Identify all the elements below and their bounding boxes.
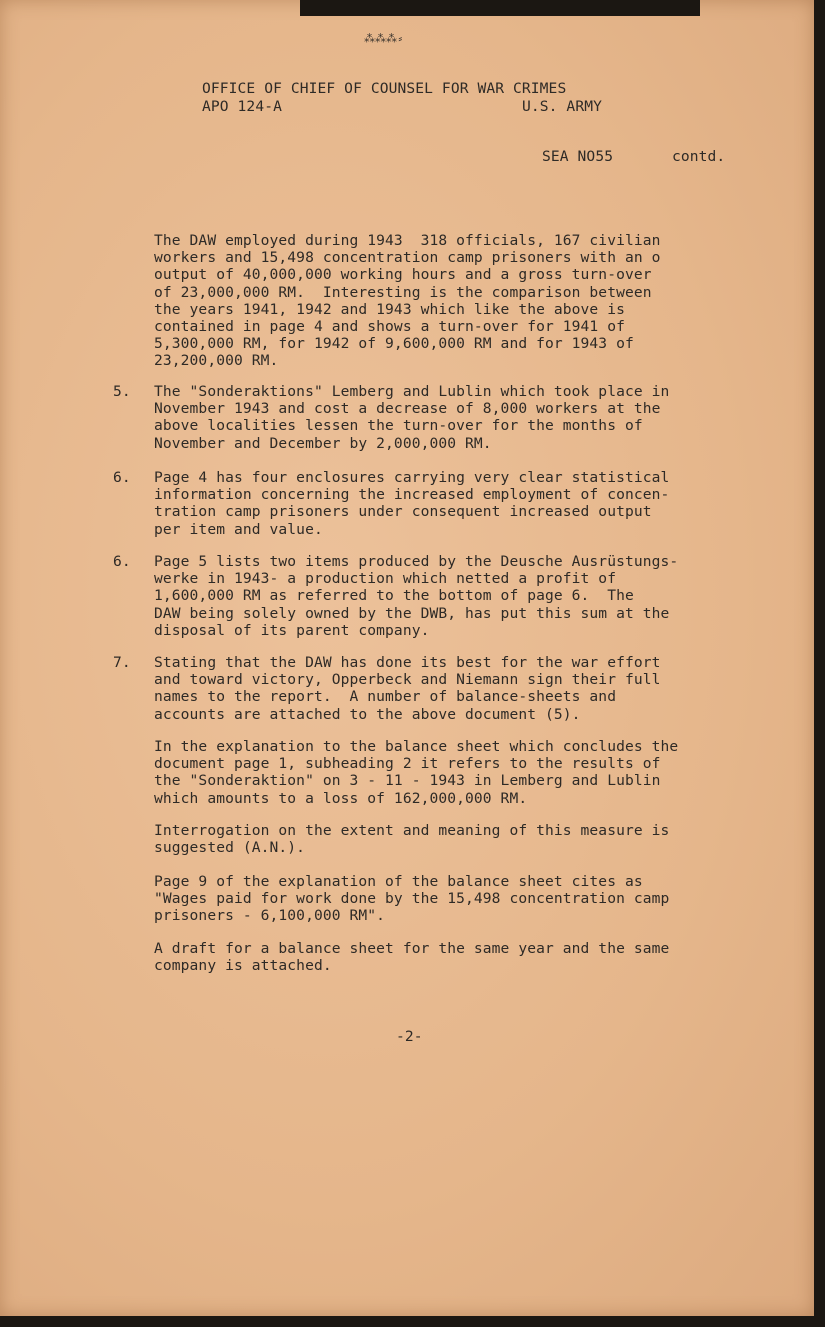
text-line: and toward victory, Opperbeck and Niemann sign their full <box>154 671 661 689</box>
text-line: accounts are attached to the above document (5). <box>154 705 581 723</box>
item-number: 7. <box>113 654 131 671</box>
text-line: output of 40,000,000 working hours and a gross turn-over <box>154 266 652 284</box>
text-line: werke in 1943- a production which netted a profit of <box>154 570 617 588</box>
text-line: The "Sonderaktions" Lemberg and Lublin which took place in <box>154 383 670 400</box>
text-line: information concerning the increased employment of concen- <box>154 486 670 504</box>
text-line: 23,200,000 RM. <box>154 352 279 370</box>
interrogation-paragraph <box>154 822 754 856</box>
text-line: prisoners - 6,100,000 RM". <box>154 907 386 925</box>
draft-paragraph <box>154 940 754 974</box>
stamp-mark: ⁂⁂⁂⸗ <box>364 32 404 45</box>
text-line: Page 5 lists two items produced by the Deusche Ausrüstungs- <box>154 553 679 570</box>
text-line: "Wages paid for work done by the 15,498 concentration camp <box>154 890 670 908</box>
item-paragraph <box>154 654 754 723</box>
page-tab-edge <box>300 0 700 16</box>
page-number: -2- <box>396 1028 423 1045</box>
explanation-paragraph <box>154 738 754 807</box>
text-line: 5,300,000 RM, for 1942 of 9,600,000 RM and for 1943 of <box>154 335 634 353</box>
text-line: which amounts to a loss of 162,000,000 RM. <box>154 789 528 807</box>
item-number: 6. <box>113 553 131 570</box>
item-paragraph <box>154 469 754 538</box>
text-line: Page 4 has four enclosures carrying very clear statistical <box>154 469 670 486</box>
text-line: company is attached. <box>154 957 332 975</box>
text-line: 1,600,000 RM as referred to the bottom of page 6. The <box>154 587 634 605</box>
text-line: November 1943 and cost a decrease of 8,000 workers at the <box>154 400 661 418</box>
text-line: A draft for a balance sheet for the same year and the same <box>154 940 670 957</box>
continued-label: contd. <box>672 148 726 165</box>
item-number: 6. <box>113 469 131 486</box>
text-line: per item and value. <box>154 520 323 538</box>
text-line: the "Sonderaktion" on 3 - 11 - 1943 in Lemberg and Lublin <box>154 772 661 790</box>
item-paragraph <box>154 553 754 639</box>
item-paragraph <box>154 383 754 452</box>
item-number: 5. <box>113 383 131 400</box>
text-line: above localities lessen the turn-over for the months of <box>154 417 643 435</box>
text-line: document page 1, subheading 2 it refers to the results of <box>154 755 661 773</box>
text-line: suggested (A.N.). <box>154 839 306 857</box>
intro-paragraph <box>154 232 754 370</box>
wages-paragraph <box>154 873 754 925</box>
text-line: of 23,000,000 RM. Interesting is the comparison between <box>154 283 652 301</box>
text-line: tration camp prisoners under consequent increased output <box>154 503 652 521</box>
text-line: Stating that the DAW has done its best for the war effort <box>154 654 661 671</box>
text-line: names to the report. A number of balance-sheets and <box>154 688 617 706</box>
text-line: The DAW employed during 1943 318 officials, 167 civilian <box>154 232 661 249</box>
serial-number: SEA NO55 <box>542 148 614 165</box>
text-line: workers and 15,498 concentration camp prisoners with an o <box>154 249 661 267</box>
text-line: disposal of its parent company. <box>154 621 430 639</box>
text-line: contained in page 4 and shows a turn-over for 1941 of <box>154 318 625 336</box>
text-line: the years 1941, 1942 and 1943 which like the above is <box>154 300 625 318</box>
text-line: In the explanation to the balance sheet which concludes the <box>154 738 679 755</box>
apo-line: APO 124-A <box>202 98 282 115</box>
text-line: DAW being solely owned by the DWB, has put this sum at the <box>154 604 670 622</box>
text-line: Interrogation on the extent and meaning of this measure is <box>154 822 670 839</box>
text-line: November and December by 2,000,000 RM. <box>154 434 492 452</box>
text-line: Page 9 of the explanation of the balance sheet cites as <box>154 873 643 890</box>
office-heading: OFFICE OF CHIEF OF COUNSEL FOR WAR CRIMES <box>202 80 567 97</box>
army-line: U.S. ARMY <box>522 98 602 115</box>
